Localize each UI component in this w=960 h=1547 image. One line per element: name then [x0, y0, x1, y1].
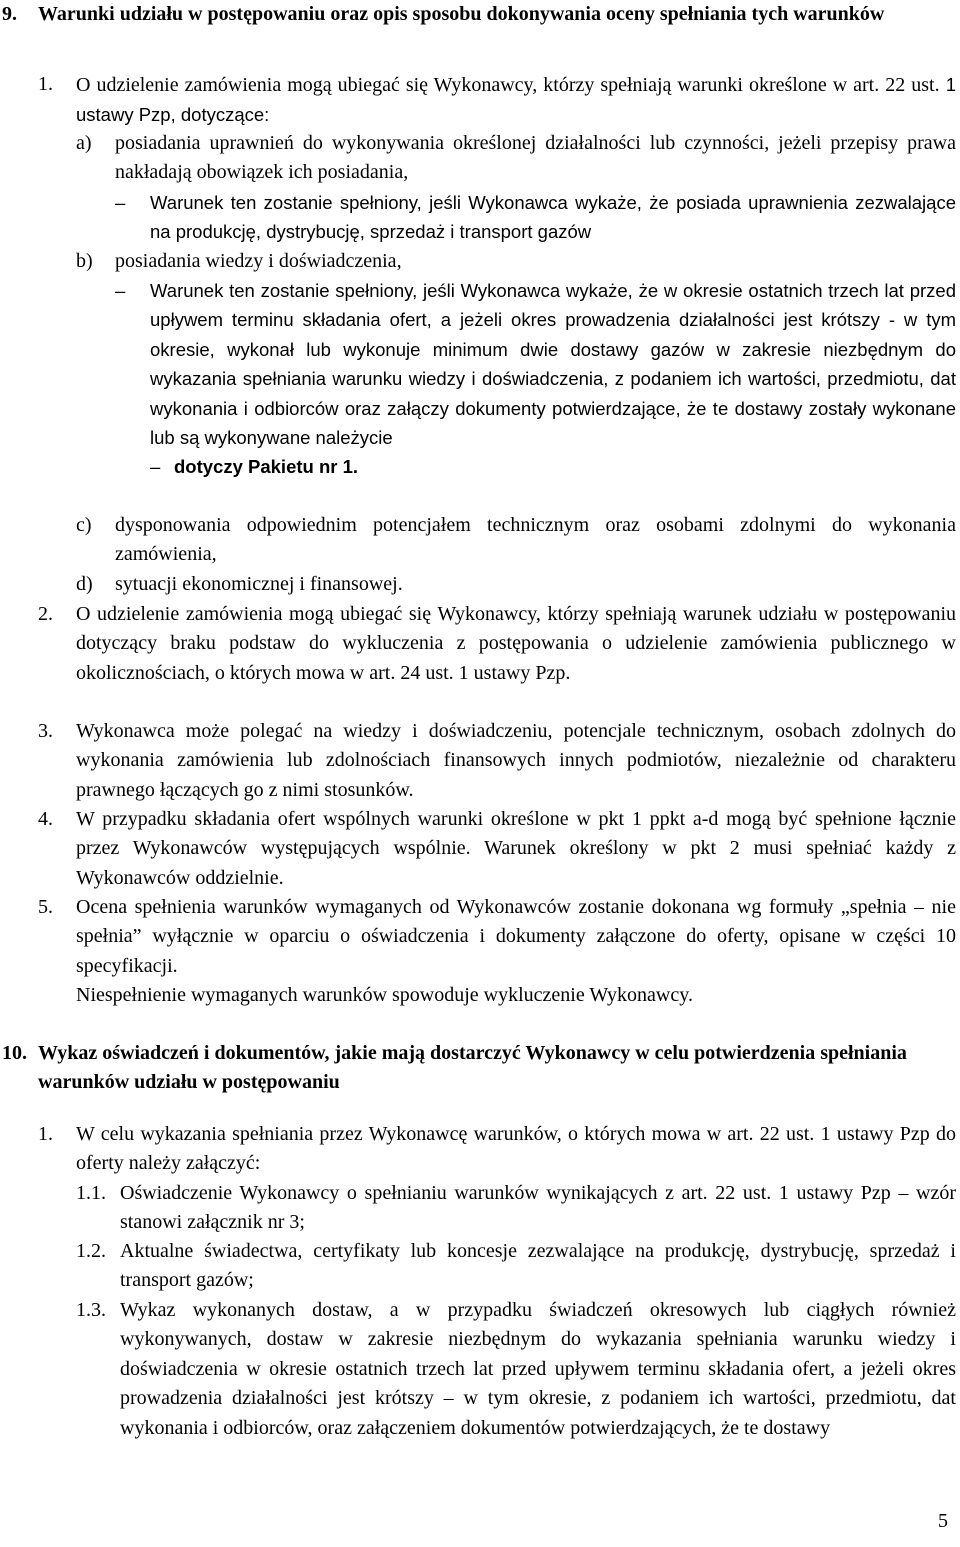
- subitem-a-condition: [115, 188, 956, 247]
- subitem-b-condition: [115, 276, 956, 482]
- subitem-a-letter: a): [76, 132, 92, 154]
- subitem-d-letter: d): [76, 573, 93, 595]
- item-9-2-text: O udzielenie zamówienia mogą ubiegać się Wykonawcy, którzy spełniają warunek udziału w postępowaniu dotyczący braku podstaw do wykluczenia z postępowania o udzielenie zamówienia publicznego w okolicznościach, o których mowa w art. 24 ust. 1 ustawy Pzp.: [76, 603, 956, 684]
- item-9-4-text: W przypadku składania ofert wspólnych warunki określone w pkt 1 ppkt a-d mogą być spełnione łącznie przez Wykonawców występujących wspólnie. Warunek określony w pkt 2 musi spełniać każdy z Wykonawców oddzielnie.: [76, 808, 956, 889]
- item-9-4-number: 4.: [38, 808, 53, 830]
- section-10-title: Wykaz oświadczeń i dokumentów, jakie mają dostarczyć Wykonawcy w celu potwierdzenia spełniania warunków udziału w postępowaniu: [38, 1042, 907, 1094]
- item-10-1-number: 1.: [38, 1123, 53, 1145]
- item-10-1-3-number: 1.3.: [76, 1299, 106, 1321]
- subitem-c-text: dysponowania odpowiednim potencjałem technicznym oraz osobami zdolnymi do wykonania zamówienia,: [115, 514, 956, 566]
- dash-marker: –: [115, 280, 126, 301]
- item-9-3-text: Wykonawca może polegać na wiedzy i doświadczeniu, potencjale technicznym, osobach zdolnych do wykonania zamówienia lub zdolnościach finansowych innych podmiotów, niezależnie od charakteru prawnego łączących go z nimi stosunków.: [76, 720, 956, 801]
- subitem-b-letter: b): [76, 250, 93, 272]
- item-10-1-2-text: Aktualne świadectwa, certyfikaty lub koncesje zezwalające na produkcję, dystrybucję, sprzedaż i transport gazów;: [120, 1240, 956, 1292]
- dash-marker: –: [150, 456, 161, 478]
- item-9-5-note: Niespełnienie wymaganych warunków spowoduje wykluczenie Wykonawcy.: [76, 984, 693, 1006]
- item-9-2-number: 2.: [38, 603, 53, 625]
- item-10-1-1-text: Oświadczenie Wykonawcy o spełnianiu warunków wynikających z art. 22 ust. 1 ustawy Pzp – wzór stanowi załącznik nr 3;: [120, 1182, 956, 1234]
- item-9-5-number: 5.: [38, 896, 53, 918]
- subitem-d-text: sytuacji ekonomicznej i finansowej.: [115, 573, 403, 595]
- subitem-b-text: posiadania wiedzy i doświadczenia,: [115, 250, 402, 272]
- pakiet-note: dotyczy Pakietu nr 1.: [174, 456, 359, 478]
- item-9-1-number: 1.: [38, 73, 53, 95]
- subitem-a-text: posiadania uprawnień do wykonywania określonej działalności lub czynności, jeżeli przepisy prawa nakładają obowiązek ich posiadania,: [115, 132, 956, 184]
- page-number: 5: [938, 1510, 948, 1532]
- item-9-3-number: 3.: [38, 720, 53, 742]
- item-9-1-text: [76, 70, 956, 131]
- subitem-c-letter: c): [76, 514, 92, 536]
- section-10-number: 10.: [2, 1042, 27, 1064]
- item-9-1-text-serif: O udzielenie zamówienia mogą ubiegać się Wykonawcy, którzy spełniają warunki określone w art. 22 ust.: [76, 74, 940, 96]
- item-9-1-text-sans: 1 ustawy Pzp, dotyczące:: [76, 74, 957, 126]
- item-10-1-2-number: 1.2.: [76, 1240, 106, 1262]
- item-10-1-1-number: 1.1.: [76, 1182, 106, 1204]
- item-10-1-3-text: Wykaz wykonanych dostaw, a w przypadku świadczeń okresowych lub ciągłych również wykonywanych, dostaw w zakresie niezbędnym do wykazania spełniania warunku wiedzy i doświadczenia w okresie ostatnich trzech lat przed upływem terminu składania ofert, a jeżeli okres prowadzenia działalności jest krótszy – w tym okresie, z podaniem ich wartości, przedmiotu, dat wykonania i odbiorców, oraz załączeniem dokumentów potwierdzających, że te dostawy: [120, 1299, 956, 1439]
- section-9-number: 9.: [2, 3, 17, 25]
- dash-marker: –: [115, 192, 126, 213]
- item-9-5-text: Ocena spełnienia warunków wymaganych od Wykonawców zostanie dokonana wg formuły „spełnia – nie spełnia” wyłącznie w oparciu o oświadczenia i dokumenty załączone do oferty, opisane w części 10 specyfikacji.: [76, 896, 956, 977]
- subitem-a-condition-text: Warunek ten zostanie spełniony, jeśli Wykonawca wykaże, że posiada uprawnienia zezwalające na produkcję, dystrybucję, sprzedaż i transport gazów: [150, 192, 956, 243]
- section-9-title: Warunki udziału w postępowaniu oraz opis sposobu dokonywania oceny spełniania tych warunków: [38, 3, 885, 25]
- item-10-1-text: W celu wykazania spełniania przez Wykonawcę warunków, o których mowa w art. 22 ust. 1 ustawy Pzp do oferty należy załączyć:: [76, 1123, 956, 1175]
- subitem-b-condition-text: Warunek ten zostanie spełniony, jeśli Wykonawca wykaże, że w okresie ostatnich trzech lat przed upływem terminu składania ofert, a jeżeli okres prowadzenia działalności jest krótszy - w tym okresie, wykonał lub wykonuje minimum dwie dostawy gazów w zakresie niezbędnym do wykazania spełniania warunku wiedzy i doświadczenia, z podaniem ich wartości, przedmiotu, dat wykonania i odbiorców oraz załączy dokumenty potwierdzające, że te dostawy zostały wykonane lub są wykonywane należycie: [150, 280, 956, 449]
